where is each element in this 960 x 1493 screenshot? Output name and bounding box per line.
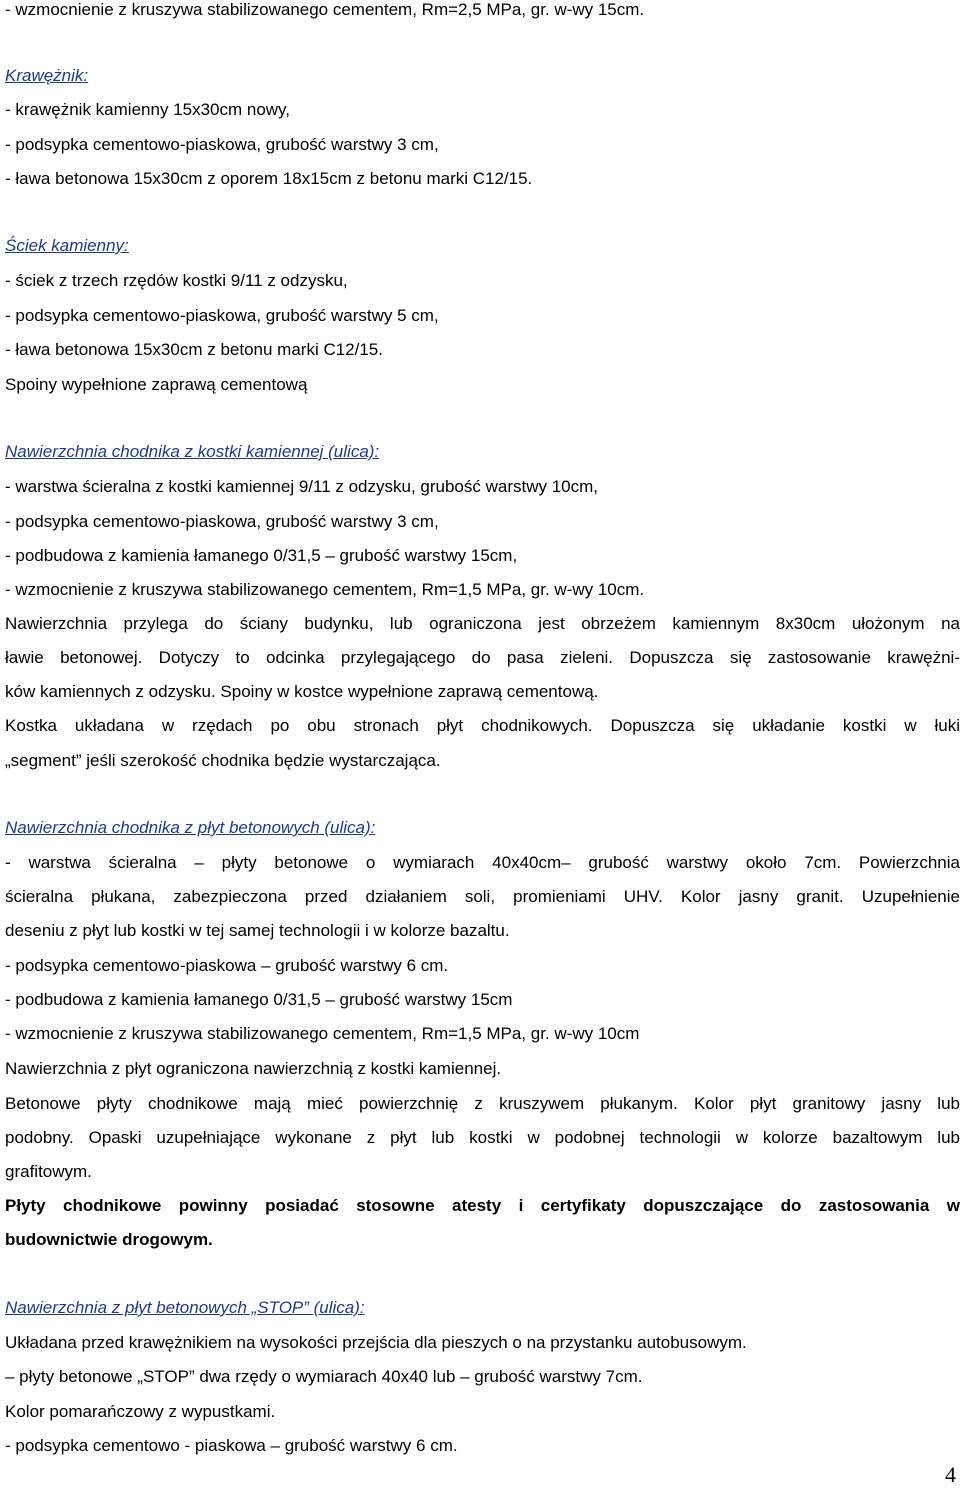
text-line: - ława betonowa 15x30cm z betonu marki C12/15. — [5, 340, 383, 359]
text-line: „segment” jeśli szerokość chodnika będzie wystarczająca. — [5, 751, 441, 770]
text-line: - warstwa ścieralna – płyty betonowe o wymiarach 40x40cm– grubość warstwy około 7cm. Powierzchnia — [5, 853, 960, 872]
section-heading-curb: Krawężnik: — [5, 66, 89, 85]
text-line: - podsypka cementowo-piaskowa, grubość warstwy 5 cm, — [5, 306, 439, 325]
text-line: podobny. Opaski uzupełniające wykonane z płyt lub kostki w podobnej technologii w kolorze bazaltowym lub — [5, 1128, 960, 1147]
text-line: ścieralna płukana, zabezpieczona przed działaniem soli, promieniami UHV. Kolor jasny granit. Uzupełnienie — [5, 887, 960, 906]
text-line: ławie betonowej. Dotyczy to odcinka przylegającego do pasa zieleni. Dopuszcza się zastosowanie krawężni- — [5, 648, 960, 667]
text-line: grafitowym. — [5, 1162, 92, 1181]
text-line: - podsypka cementowo - piaskowa – grubość warstwy 6 cm. — [5, 1436, 458, 1455]
text-line: - podsypka cementowo-piaskowa, grubość warstwy 3 cm, — [5, 135, 439, 154]
text-line: Kolor pomarańczowy z wypustkami. — [5, 1402, 276, 1421]
page-number: 4 — [945, 1462, 956, 1487]
text-line: - podsypka cementowo-piaskowa, grubość warstwy 3 cm, — [5, 512, 439, 531]
text-line: - podsypka cementowo-piaskowa – grubość warstwy 6 cm. — [5, 956, 449, 975]
text-line: ków kamiennych z odzysku. Spoiny w kostce wypełnione zaprawą cementową. — [5, 682, 599, 701]
text-line: Betonowe płyty chodnikowe mają mieć powierzchnię z kruszywem płukanym. Kolor płyt granitowy jasny lub — [5, 1094, 960, 1113]
text-line: Kostka układana w rzędach po obu stronach płyt chodnikowych. Dopuszcza się układanie kostki w łuki — [5, 716, 960, 735]
text-line: - wzmocnienie z kruszywa stabilizowanego cementem, Rm=1,5 MPa, gr. w-wy 10cm — [5, 1024, 640, 1043]
text-line: - warstwa ścieralna z kostki kamiennej 9/11 z odzysku, grubość warstwy 10cm, — [5, 477, 599, 496]
text-line: – płyty betonowe „STOP” dwa rzędy o wymiarach 40x40 lub – grubość warstwy 7cm. — [5, 1367, 643, 1386]
text-line: - krawężnik kamienny 15x30cm nowy, — [5, 100, 291, 119]
text-line: - wzmocnienie z kruszywa stabilizowanego cementem, Rm=2,5 MPa, gr. w-wy 15cm. — [5, 0, 645, 19]
text-line: - podbudowa z kamienia łamanego 0/31,5 – grubość warstwy 15cm — [5, 990, 513, 1009]
text-line: Spoiny wypełnione zaprawą cementową — [5, 375, 308, 394]
text-line: Nawierzchnia z płyt ograniczona nawierzchnią z kostki kamiennej. — [5, 1059, 502, 1078]
text-line: - wzmocnienie z kruszywa stabilizowanego cementem, Rm=1,5 MPa, gr. w-wy 10cm. — [5, 580, 645, 599]
section-heading-concrete-slab-sidewalk: Nawierzchnia chodnika z płyt betonowych (ulica): — [5, 818, 376, 837]
section-heading-stop-slabs: Nawierzchnia z płyt betonowych „STOP” (ulica): — [5, 1298, 365, 1317]
text-line: - ściek z trzech rzędów kostki 9/11 z odzysku, — [5, 271, 348, 290]
bold-text-line: Płyty chodnikowe powinny posiadać stosowne atesty i certyfikaty dopuszczające do zastosowania w — [5, 1196, 960, 1215]
section-heading-gutter: Ściek kamienny: — [5, 236, 129, 255]
text-line: deseniu z płyt lub kostki w tej samej technologii i w kolorze bazaltu. — [5, 921, 510, 940]
section-heading-stone-sidewalk: Nawierzchnia chodnika z kostki kamiennej (ulica): — [5, 442, 380, 461]
bold-text-line: budownictwie drogowym. — [5, 1230, 213, 1249]
text-line: - podbudowa z kamienia łamanego 0/31,5 – grubość warstwy 15cm, — [5, 546, 518, 565]
text-line: Układana przed krawężnikiem na wysokości przejścia dla pieszych o na przystanku autobusowym. — [5, 1333, 747, 1352]
text-line: Nawierzchnia przylega do ściany budynku, lub ograniczona jest obrzeżem kamiennym 8x30cm ułożonym na — [5, 614, 960, 633]
text-line: - ława betonowa 15x30cm z oporem 18x15cm z betonu marki C12/15. — [5, 169, 533, 188]
